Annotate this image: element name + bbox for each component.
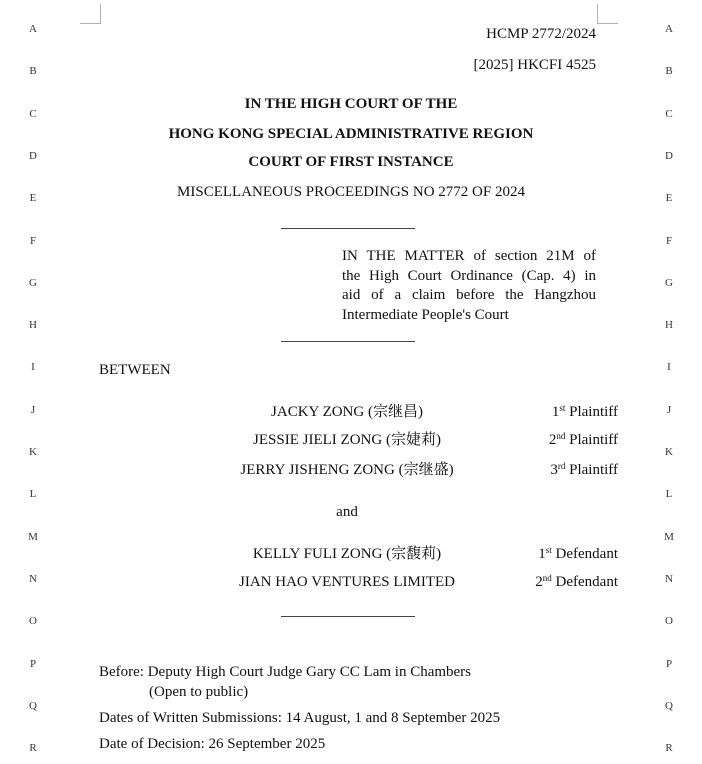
margin-letter-left: N [29, 573, 37, 585]
plaintiff-1-name: JACKY ZONG (宗继昌) [271, 404, 423, 420]
divider-rule-2 [281, 341, 415, 342]
margin-letter-left: A [29, 23, 37, 35]
crop-mark-right-vertical [597, 4, 598, 24]
and-label: and [336, 504, 358, 520]
defendant-2-name: JIAN HAO VENTURES LIMITED [239, 574, 455, 590]
matter-line: IN THE MATTER of section 21M of [342, 248, 596, 264]
date-of-decision: Date of Decision: 26 September 2025 [99, 736, 326, 752]
margin-letter-right: A [665, 23, 673, 35]
plaintiff-2-role: 2nd Plaintiff [548, 431, 618, 448]
margin-letter-left: E [29, 192, 37, 204]
margin-letter-right: P [665, 658, 673, 670]
margin-letter-right: I [667, 361, 671, 373]
plaintiff-1-role: 1st Plaintiff [551, 403, 618, 420]
margin-letter-left: B [29, 65, 37, 77]
court-heading-line-3: COURT OF FIRST INSTANCE [248, 154, 454, 170]
dates-of-submissions: Dates of Written Submissions: 14 August, 1 and 8 September 2025 [99, 710, 501, 726]
margin-letter-right: J [666, 404, 672, 416]
margin-letter-right: O [665, 615, 673, 627]
margin-letter-right: N [665, 573, 673, 585]
margin-letter-left: I [31, 361, 35, 373]
court-heading-line-1: IN THE HIGH COURT OF THE [244, 96, 458, 112]
margin-letter-right: B [665, 65, 673, 77]
court-heading-line-2: HONG KONG SPECIAL ADMINISTRATIVE REGION [168, 126, 534, 142]
margin-letter-right: C [665, 108, 673, 120]
margin-letter-right: E [665, 192, 673, 204]
margin-letter-left: F [29, 235, 37, 247]
matter-line: aid of a claim before the Hangzhou [342, 287, 596, 303]
between-label: BETWEEN [99, 362, 171, 378]
open-to-public: (Open to public) [149, 684, 249, 700]
plaintiff-3-name: JERRY JISHENG ZONG (宗继盛) [240, 462, 454, 478]
defendant-2-role: 2nd Defendant [535, 573, 618, 590]
margin-letter-right: M [664, 531, 674, 543]
margin-letter-left: Q [29, 700, 37, 712]
margin-letter-right: G [665, 277, 673, 289]
margin-letter-left: G [29, 277, 37, 289]
margin-letter-left: M [28, 531, 38, 543]
margin-letter-right: Q [665, 700, 673, 712]
in-the-matter-block [342, 247, 596, 325]
margin-letter-right: K [665, 446, 673, 458]
margin-letter-right: R [665, 742, 673, 754]
margin-letter-left: O [29, 615, 37, 627]
plaintiff-2-name: JESSIE JIELI ZONG (宗婕莉) [253, 432, 441, 448]
defendant-1-name: KELLY FULI ZONG (宗馥莉) [252, 546, 442, 562]
margin-letter-right: L [665, 488, 673, 500]
divider-rule-3 [281, 616, 415, 617]
matter-line: the High Court Ordinance (Cap. 4) in [342, 267, 596, 284]
margin-letter-left: P [29, 658, 37, 670]
crop-mark-left-vertical [100, 4, 101, 24]
margin-letter-left: K [29, 446, 37, 458]
matter-line: Intermediate People's Court [342, 306, 509, 323]
neutral-citation: [2025] HKCFI 4525 [473, 57, 596, 73]
before-line: Before: Deputy High Court Judge Gary CC Lam in Chambers [99, 664, 472, 680]
margin-letter-right: H [665, 319, 673, 331]
margin-letter-left: H [29, 319, 37, 331]
divider-rule-1 [281, 228, 415, 229]
margin-letter-left: D [29, 150, 37, 162]
margin-letter-left: R [29, 742, 37, 754]
defendant-1-role: 1st Defendant [538, 545, 618, 562]
margin-letter-right: D [665, 150, 673, 162]
plaintiff-3-role: 3rd Plaintiff [550, 461, 618, 478]
margin-letter-left: L [29, 488, 37, 500]
crop-mark-right-horizontal [597, 23, 618, 24]
proceedings-number: MISCELLANEOUS PROCEEDINGS NO 2772 OF 2024 [177, 184, 525, 200]
margin-letter-left: J [30, 404, 36, 416]
margin-letter-left: C [29, 108, 37, 120]
crop-mark-left-horizontal [80, 23, 101, 24]
margin-letter-right: F [665, 235, 673, 247]
case-number: HCMP 2772/2024 [486, 26, 596, 42]
